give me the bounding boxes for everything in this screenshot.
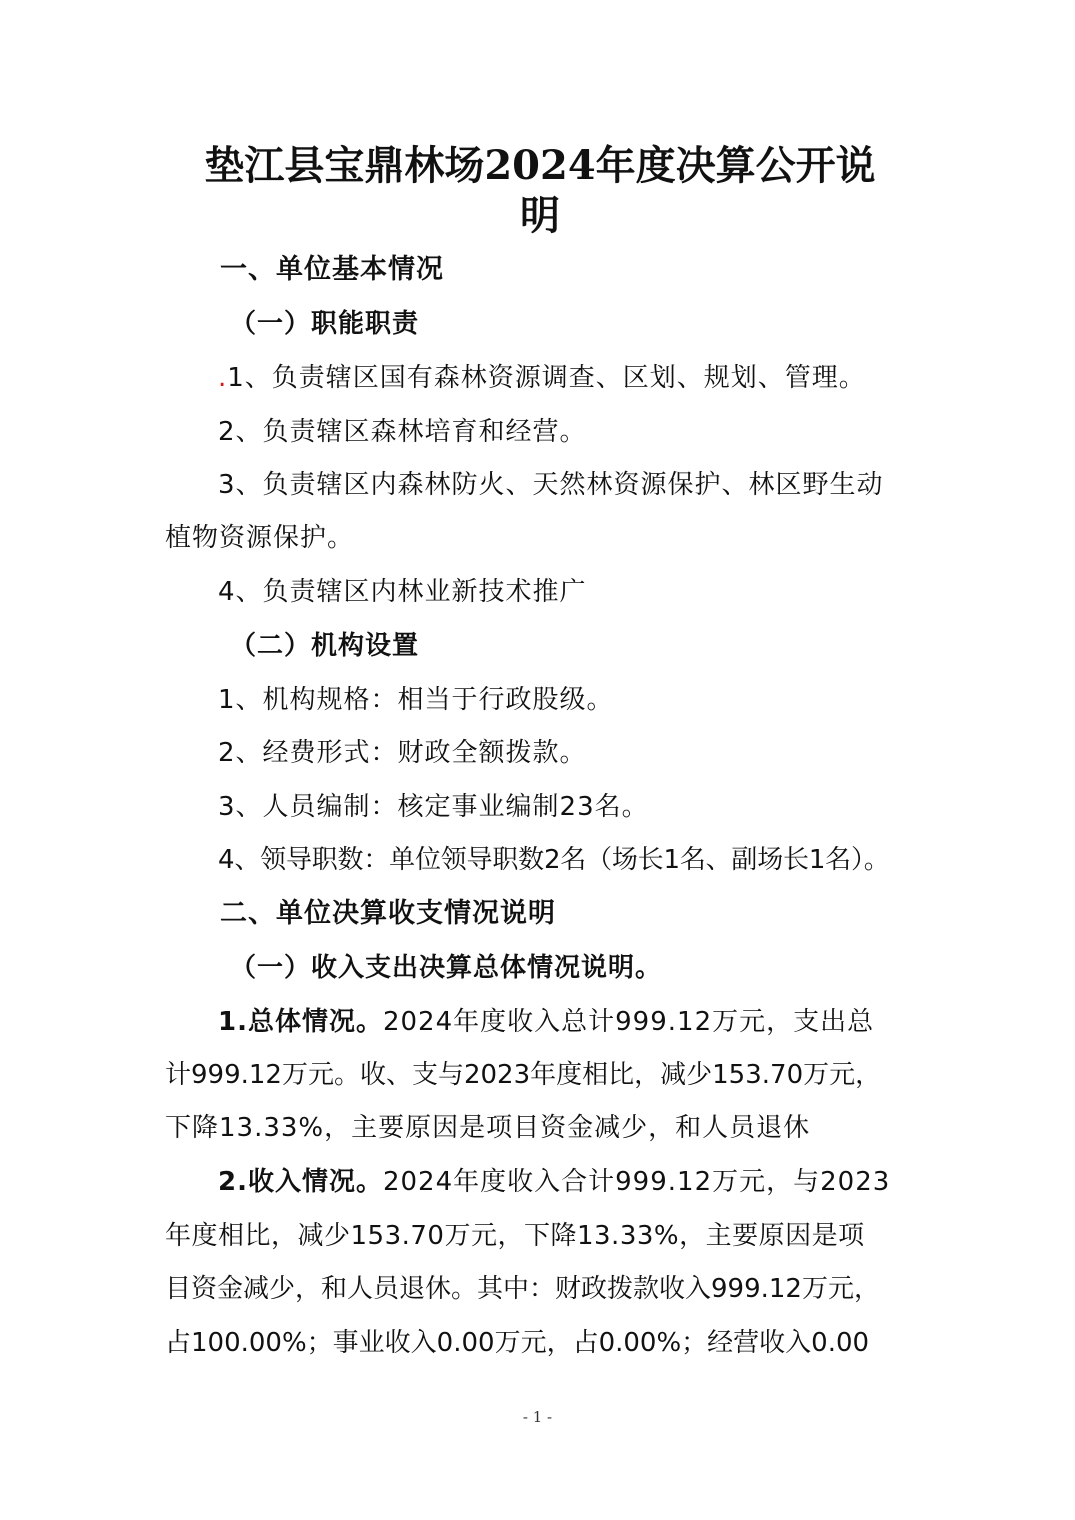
document-title-line2: 明	[520, 192, 560, 239]
paragraph-income-line3: 目资金减少，和人员退休。其中：财政拨款收入999.12万元，	[165, 1274, 880, 1304]
paragraph-income-line1	[218, 1164, 890, 1200]
section-heading-budget: 二、单位决算收支情况说明	[220, 898, 556, 929]
subsection-heading-overall: （一）收入支出决算总体情况说明。	[230, 953, 663, 983]
org-item-4: 4、领导职数：单位领导职数2名（场长1名、副场长1名）。	[218, 845, 890, 875]
duty-item-3-line1: 3、负责辖区内森林防火、天然林资源保护、林区野生动	[218, 470, 884, 500]
subsection-heading-organization: （二）机构设置	[230, 631, 420, 661]
paragraph-overall-text1: 2024年度收入总计999.12万元，支出总	[382, 1007, 875, 1037]
paragraph-income-text1: 2024年度收入合计999.12万元，与2023	[382, 1167, 891, 1197]
duty-item-4: 4、负责辖区内林业新技术推广	[218, 577, 587, 607]
duty-item-1	[218, 360, 866, 396]
paragraph-overall-line1	[218, 1004, 874, 1040]
paragraph-overall-line3: 下降13.33%，主要原因是项目资金减少，和人员退休	[165, 1113, 811, 1143]
paragraph-income-line2: 年度相比，减少153.70万元，下降13.33%，主要原因是项	[165, 1221, 865, 1251]
subsection-heading-duties: （一）职能职责	[230, 309, 420, 339]
org-item-3: 3、人员编制：核定事业编制23名。	[218, 792, 649, 822]
paragraph-income-label: 2.收入情况。	[218, 1167, 383, 1197]
paragraph-income-line4: 占100.00%；事业收入0.00万元，占0.00%；经营收入0.00	[165, 1328, 870, 1358]
red-dot-marker: .	[218, 363, 228, 393]
org-item-2: 2、经费形式：财政全额拨款。	[218, 738, 587, 768]
section-heading-basic-info: 一、单位基本情况	[220, 254, 444, 285]
document-title-line1: 垫江县宝鼎林场2024年度决算公开说	[204, 142, 876, 189]
duty-item-1-text: 1、负责辖区国有森林资源调查、区划、规划、管理。	[227, 363, 866, 393]
duty-item-3-line2: 植物资源保护。	[165, 523, 355, 553]
paragraph-overall-label: 1.总体情况。	[218, 1007, 383, 1037]
duty-item-2: 2、负责辖区森林培育和经营。	[218, 417, 587, 447]
paragraph-overall-line2: 计999.12万元。收、支与2023年度相比，减少153.70万元，	[165, 1060, 882, 1090]
page-number: - 1 -	[522, 1408, 553, 1426]
org-item-1: 1、机构规格：相当于行政股级。	[218, 685, 614, 715]
